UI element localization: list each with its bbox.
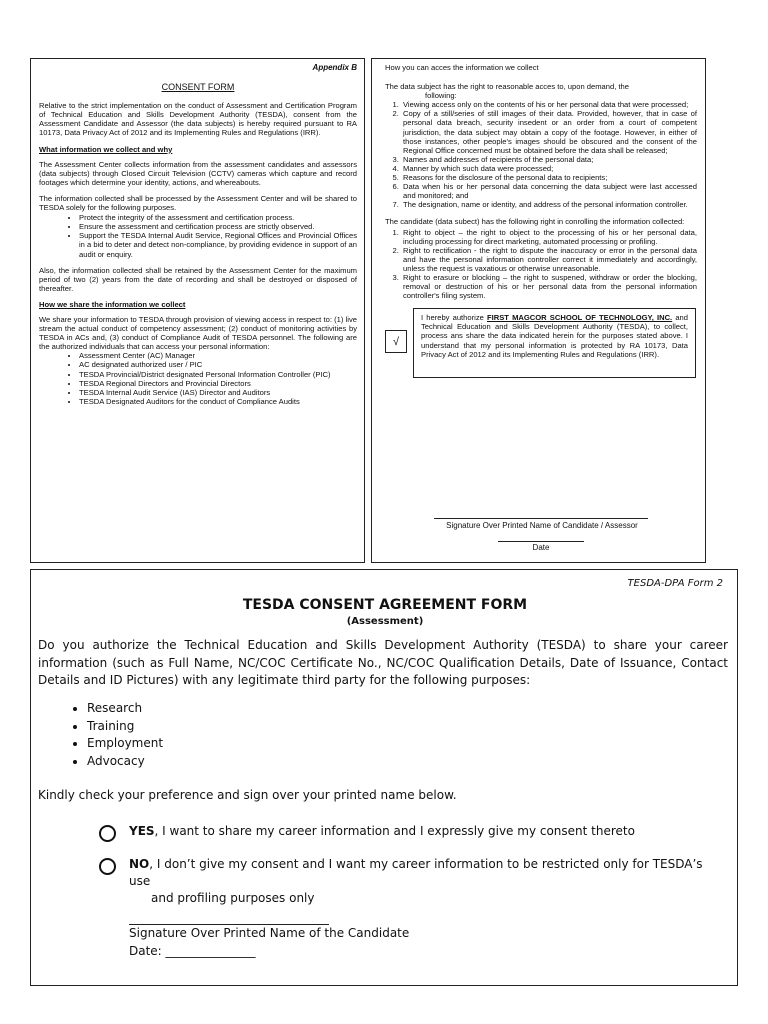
consent-form-title: CONSENT FORM [161,82,235,93]
option-no[interactable] [99,856,719,907]
authorization-checkbox[interactable]: √ [385,330,407,353]
list-item: • Protect the integrity of the assessment and certification process. [79,213,357,222]
section-heading-share: How we share the information we collect [39,299,186,309]
authorization-statement [413,308,696,378]
section-heading-collect: What information we collect and why [39,144,173,154]
yes-radio-circle[interactable] [99,825,116,842]
list-item: • Assessment Center (AC) Manager [79,351,357,360]
authorization-question: Do you authorize the Technical Education and Skills Development Authority (TESDA) to share your career information (such as Full Name, NC/COC Certificate No., NC/COC Qualification Details, Date of Issuance, Contact Details and ID Pictures) with any legitimate third party for the following purposes: [38,638,728,687]
purposes-intro: The information collected shall be processed by the Assessment Center and will be shared to TESDA solely for the following purposes. [39,193,357,213]
list-item: 1. Viewing access only on the contents of his or her personal data that were processed; [401,100,697,109]
appendix-b-right-panel [371,58,706,563]
list-item: 2. Right to rectification - the right to dispute the inaccuracy or error in the personal data and have the personal information controller correct it immediately and accordingly, unless the request is vaxatious or otherwise unreasonable. [401,246,697,273]
list-item: • Ensure the assessment and certification process are strictly observed. [79,222,357,231]
access-rights-list [385,100,697,209]
list-item: 7. The designation, name or identity, and address of the personal information controller. [401,200,697,209]
list-item: • Advocacy [87,753,163,771]
yes-label: YES [129,824,155,838]
consent-agreement-panel [30,569,738,986]
access-intro: The data subject has the right to reasonable acces to, upon demand, the [385,82,630,92]
access-intro-cont: following: [425,91,457,101]
list-item: 1. Right to object – the right to object to the processing of his or her personal data, including processing for direct marketing, automated processing or profiling. [401,228,697,246]
list-item: 6. Data when his or her personal data concerning the data subject were last accessed and monitored; and [401,182,697,200]
list-item: 3. Right to erasure or blocking – the right to suspened, withdraw or order the blocking, removal or destruction of his or her personal data from the personal information controller's filing system. [401,273,697,300]
date-label: Date [532,543,550,552]
purposes-list [57,700,163,770]
yes-text: , I want to share my career information and I expressly give my consent thereto [154,824,635,838]
candidate-signature-label: Signature Over Printed Name of the Candidate [129,926,410,940]
collect-paragraph: The Assessment Center collects information from the assessment candidates and assessors (data subjects) through Closed Circuit Television (CCTV) cameras which capture and record footages which determine your identity, actions, and whereabouts. [39,159,357,187]
list-item: • Support the TESDA Internal Audit Service, Regional Offices and Provincial Offices in a bid to deter and detect non-compliance, by providing evidence in support of an audit or enquiry. [79,231,357,258]
list-item: • TESDA Provincial/District designated Personal Information Controller (PIC) [79,370,357,379]
list-item: 2. Copy of a still/series of still images of their data. Provided, however, that in case of personal data breach, security insedent or an order from a court of competent jurisdiction, the data subject may obtain a copy of the footage. However, in either of those instances, other people's images should be obscured and the consent of the Regional Office concerned must be obtained before the data shall be released; [401,109,697,154]
no-text-cont: and profiling purposes only [151,891,315,905]
list-item: • Training [87,718,163,736]
retention-paragraph: Also, the information collected shall be retained by the Assessment Center for the maximum period of two (2) years from the date of recording and shall be destroyed or disposed of thereafter. [39,265,357,293]
list-item: 3. Names and addresses of recipients of the personal data; [401,155,697,164]
authorization-block [385,308,697,378]
option-yes[interactable] [99,823,719,840]
candidate-date-label: Date: _______________ [129,944,256,958]
instruction-text: Kindly check your preference and sign over your printed name below. [38,788,457,802]
appendix-b-left-panel [30,58,365,563]
list-item: • TESDA Regional Directors and Provincial Directors [79,379,357,388]
no-label: NO [129,857,150,871]
list-item: • TESDA Designated Auditors for the conduct of Compliance Audits [79,397,357,406]
control-rights-list [385,228,697,301]
share-paragraph: We share your information to TESDA through provision of viewing access in respect to: (1) live stream the actual conduct of competency assessment; (2) conduct of monitoring activities by TESDA in ACs and, (3) conduct of Compliance Audit of TESDA personnel. The following are the authorized individuals that can access your personal information: [39,314,357,352]
intro-paragraph: Relative to the strict implementation on the conduct of Assessment and Certification Program of Technical Education and Skills Development Authority (TESDA), consent from the Assessment Candidate and Assessor (the data subjects) is hereby required pursuant to RA 10173, Data Privacy Act of 2012 and its Implementing Rules and Regulations (IRR). [39,101,357,138]
list-item: • Employment [87,735,163,753]
school-name: FIRST MAGCOR SCHOOL OF TECHNOLOGY, INC. [487,313,673,323]
assessor-signature-label: Signature Over Printed Name of Candidate / Assessor [446,521,638,530]
form-number: TESDA-DPA Form 2 [627,578,723,589]
no-text: , I don’t give my consent and I want my career information to be restricted only for TESDA’s use [129,857,703,888]
assessor-signature-line [434,518,648,519]
form-subtitle: (Assessment) [346,616,424,627]
statement-text: I hereby authorize [421,313,487,323]
form-title: TESDA CONSENT AGREEMENT FORM [242,597,528,613]
section-heading-access: How you can acces the information we collect [385,63,539,72]
date-line [498,541,584,542]
no-radio-circle[interactable] [99,858,116,875]
list-item: • AC designated authorized user / PIC [79,360,357,369]
appendix-label: Appendix B [312,63,357,72]
statement-text: and Technical Education and Skills Development Authority (TESDA), to collect, process ans share the data indicated herein for the purposes stated above. I understand that my personal information is protected by RA 10173, Data Privacy Act of 2012 and its Implementing Rules and Regulations (IRR). [421,313,688,359]
list-item: • TESDA Internal Audit Service (IAS) Director and Auditors [79,388,357,397]
list-item: 4. Manner by which such data were processed; [401,164,697,173]
list-item: • Research [87,700,163,718]
list-item: 5. Reasons for the disclosure of the personal data to recipients; [401,173,697,182]
candidate-signature-line [129,924,329,925]
purposes-list [39,213,357,258]
authorized-list [39,351,357,406]
control-rights-intro: The candidate (data subect) has the following right in conrolling the information collected: [385,217,685,227]
